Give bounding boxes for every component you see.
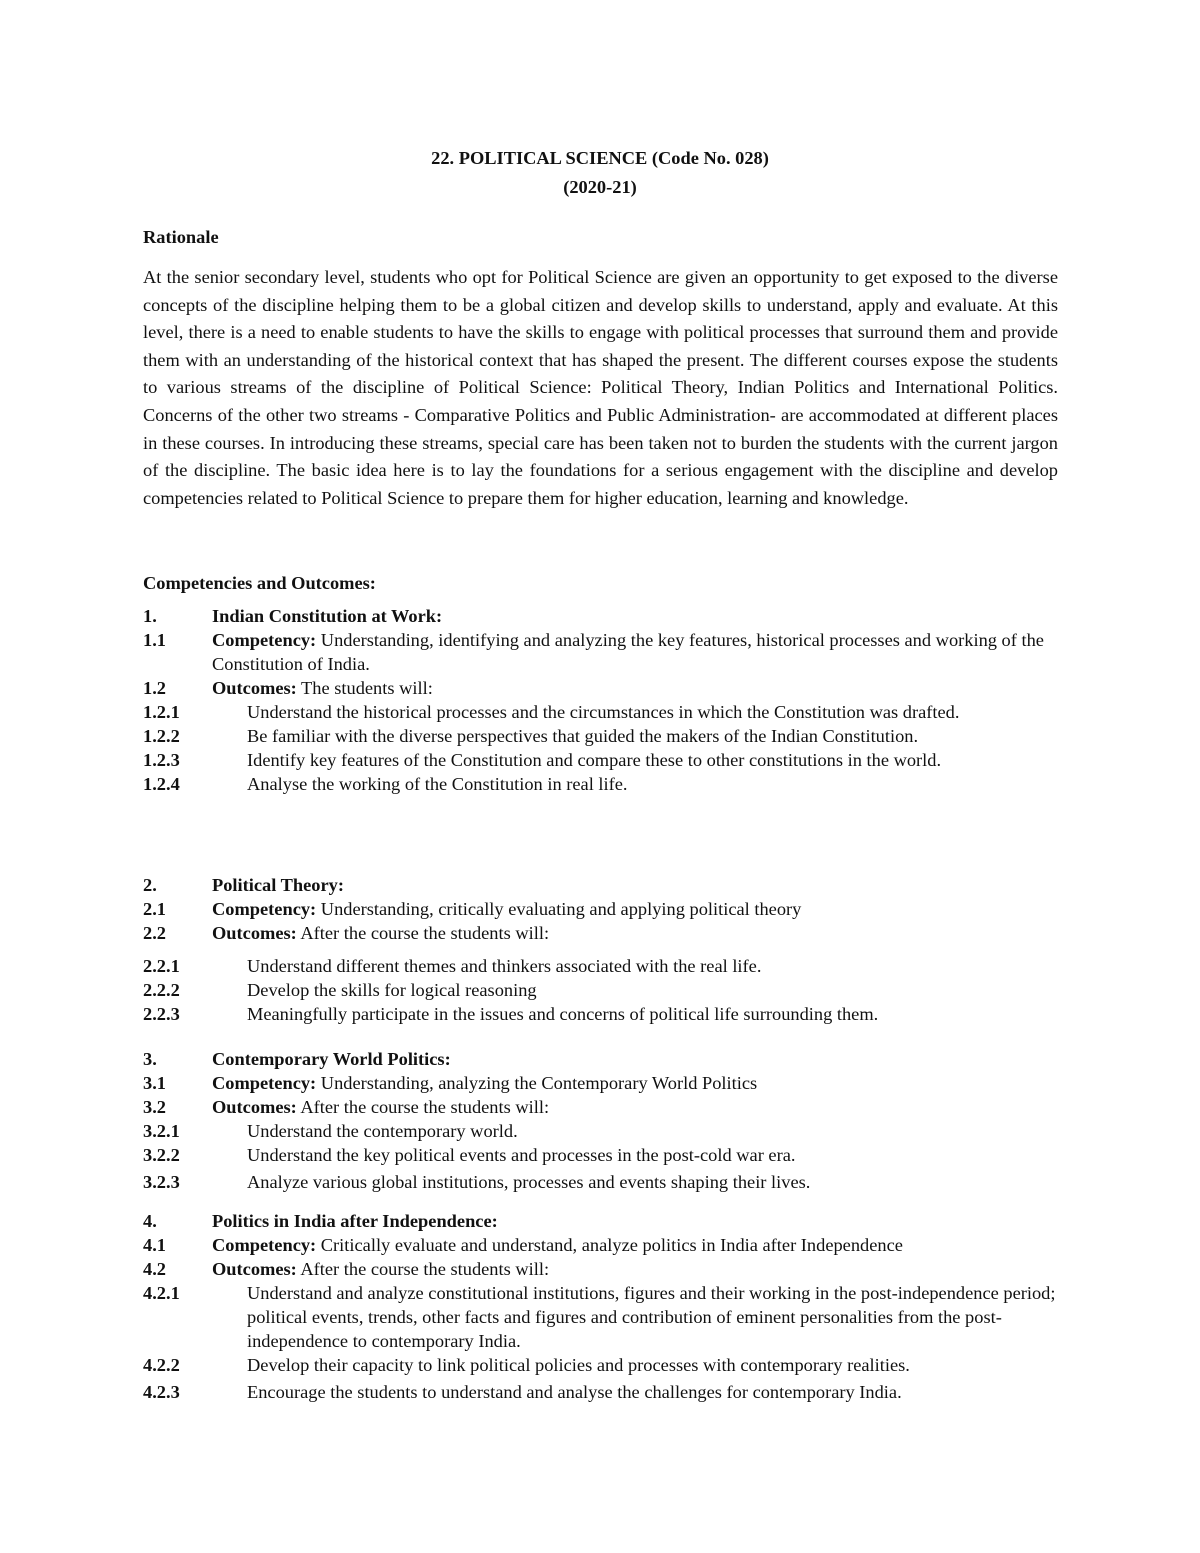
section-heading-row (143, 873, 1063, 897)
outcome-item-number: 2.2.3 (143, 1004, 180, 1024)
outcomes-text: After the course the students will: (296, 1259, 550, 1279)
outcome-item (143, 1380, 1063, 1404)
competency-number: 3.1 (143, 1073, 166, 1093)
section-contemporary-world-politics (143, 1047, 1063, 1194)
outcomes-row (143, 1257, 1063, 1281)
competency-number: 1.1 (143, 630, 166, 650)
page-title: 22. POLITICAL SCIENCE (Code No. 028) (431, 148, 769, 168)
outcomes-label: Outcomes: (212, 678, 297, 698)
outcome-item (143, 1353, 1063, 1377)
outcomes-number: 4.2 (143, 1259, 166, 1279)
outcomes-text-block (212, 1257, 1063, 1281)
outcome-item-number: 1.2.4 (143, 774, 180, 794)
outcome-item-text: Encourage the students to understand and analyse the challenges for contemporary India. (247, 1382, 902, 1402)
section-heading-row (143, 604, 1063, 628)
outcomes-text-block (212, 921, 1063, 945)
outcomes-label: Outcomes: (212, 1097, 297, 1117)
outcome-item-number: 3.2.3 (143, 1172, 180, 1192)
section-political-theory (143, 873, 1063, 1026)
outcome-item (143, 700, 1063, 724)
academic-year: (2020-21) (563, 177, 637, 197)
outcome-item (143, 772, 1063, 796)
section-number: 4. (143, 1211, 157, 1231)
outcomes-number: 2.2 (143, 923, 166, 943)
outcome-item-number: 2.2.2 (143, 980, 180, 1000)
competency-text-block (212, 628, 1063, 676)
outcome-item (143, 1143, 1063, 1167)
outcomes-label: Outcomes: (212, 923, 297, 943)
outcome-item-number: 1.2.1 (143, 702, 180, 722)
outcome-item-text: Understand different themes and thinkers associated with the real life. (247, 956, 762, 976)
competency-label: Competency: (212, 1235, 317, 1255)
outcome-item-text: Analyze various global institutions, processes and events shaping their lives. (247, 1172, 811, 1192)
outcome-item-number: 1.2.2 (143, 726, 180, 746)
competencies-heading: Competencies and Outcomes: (143, 573, 376, 593)
outcome-item-number: 4.2.3 (143, 1382, 180, 1402)
section-indian-constitution (143, 604, 1063, 796)
section-heading: Political Theory: (212, 875, 344, 895)
outcomes-row (143, 921, 1063, 945)
outcome-item-number: 3.2.2 (143, 1145, 180, 1165)
outcome-item-number: 4.2.2 (143, 1355, 180, 1375)
outcome-item (143, 954, 1063, 978)
competency-label: Competency: (212, 630, 317, 650)
outcomes-text: After the course the students will: (296, 1097, 550, 1117)
outcome-item-text: Understand the contemporary world. (247, 1121, 518, 1141)
section-number: 3. (143, 1049, 157, 1069)
competency-row (143, 628, 1063, 676)
title-block (0, 144, 1200, 202)
outcomes-label: Outcomes: (212, 1259, 297, 1279)
section-number: 2. (143, 875, 157, 895)
outcome-item (143, 724, 1063, 748)
competency-text: Understanding, critically evaluating and applying political theory (316, 899, 802, 919)
outcomes-text: The students will: (296, 678, 433, 698)
outcome-item (143, 1002, 1063, 1026)
outcome-item-text: Analyse the working of the Constitution in real life. (247, 774, 628, 794)
outcomes-row (143, 1095, 1063, 1119)
outcomes-number: 3.2 (143, 1097, 166, 1117)
competency-text-block (212, 1071, 1063, 1095)
competency-text: Understanding, identifying and analyzing the key features, historical processes and working of the Constitution of India. (212, 630, 1044, 674)
outcome-item-text: Understand and analyze constitutional institutions, figures and their working in the post-independence period; political events, trends, other facts and figures and contribution of eminent personalities from the post-independence to contemporary India. (247, 1283, 1056, 1351)
competency-row (143, 897, 1063, 921)
outcomes-number: 1.2 (143, 678, 166, 698)
outcome-item-text: Be familiar with the diverse perspectives that guided the makers of the Indian Constitution. (247, 726, 919, 746)
competency-label: Competency: (212, 899, 317, 919)
outcome-item-number: 1.2.3 (143, 750, 180, 770)
outcome-item (143, 978, 1063, 1002)
competency-number: 2.1 (143, 899, 166, 919)
section-heading-row (143, 1209, 1063, 1233)
section-heading: Contemporary World Politics: (212, 1049, 451, 1069)
outcomes-text: After the course the students will: (296, 923, 550, 943)
section-number: 1. (143, 606, 157, 626)
outcome-item-text: Identify key features of the Constitution and compare these to other constitutions in the world. (247, 750, 942, 770)
rationale-paragraph: At the senior secondary level, students who opt for Political Science are given an opportunity to get exposed to the diverse concepts of the discipline helping them to be a global citizen and develop skills to understand, apply and evaluate. At this level, there is a need to enable students to have the skills to engage with political processes that surround them and provide them with an understanding of the historical context that has shaped the present. The different courses expose the students to various streams of the discipline of Political Science: Political Theory, Indian Politics and International Politics. Concerns of the other two streams - Comparative Politics and Public Administration- are accommodated at different places in these courses. In introducing these streams, special care has been taken not to burden the students with the current jargon of the discipline. The basic idea here is to lay the foundations for a serious engagement with the discipline and develop competencies related to Political Science to prepare them for higher education, learning and knowledge. (143, 267, 1058, 508)
section-heading: Indian Constitution at Work: (212, 606, 443, 626)
competency-row (143, 1233, 1063, 1257)
outcome-item (143, 1119, 1063, 1143)
competency-text: Understanding, analyzing the Contemporary World Politics (316, 1073, 758, 1093)
competency-label: Competency: (212, 1073, 317, 1093)
outcome-item-text: Understand the key political events and processes in the post-cold war era. (247, 1145, 796, 1165)
outcome-item-text: Understand the historical processes and the circumstances in which the Constitution was drafted. (247, 702, 960, 722)
section-heading: Politics in India after Independence: (212, 1211, 498, 1231)
outcomes-text-block (212, 1095, 1063, 1119)
outcome-item-text: Meaningfully participate in the issues and concerns of political life surrounding them. (247, 1004, 879, 1024)
competency-text: Critically evaluate and understand, analyze politics in India after Independence (316, 1235, 903, 1255)
section-politics-in-india (143, 1209, 1063, 1404)
outcomes-text-block (212, 676, 1063, 700)
section-heading-row (143, 1047, 1063, 1071)
outcome-item-number: 3.2.1 (143, 1121, 180, 1141)
outcome-item-text: Develop their capacity to link political policies and processes with contemporary realities. (247, 1355, 910, 1375)
competency-text-block (212, 897, 1063, 921)
competency-number: 4.1 (143, 1235, 166, 1255)
outcome-item-text: Develop the skills for logical reasoning (247, 980, 537, 1000)
rationale-heading: Rationale (143, 227, 219, 247)
outcome-item (143, 1170, 1063, 1194)
outcome-item (143, 1281, 1063, 1353)
outcome-item-number: 2.2.1 (143, 956, 180, 976)
competency-text-block (212, 1233, 1063, 1257)
competency-row (143, 1071, 1063, 1095)
outcomes-row (143, 676, 1063, 700)
outcome-item-number: 4.2.1 (143, 1283, 180, 1303)
outcome-item (143, 748, 1063, 772)
